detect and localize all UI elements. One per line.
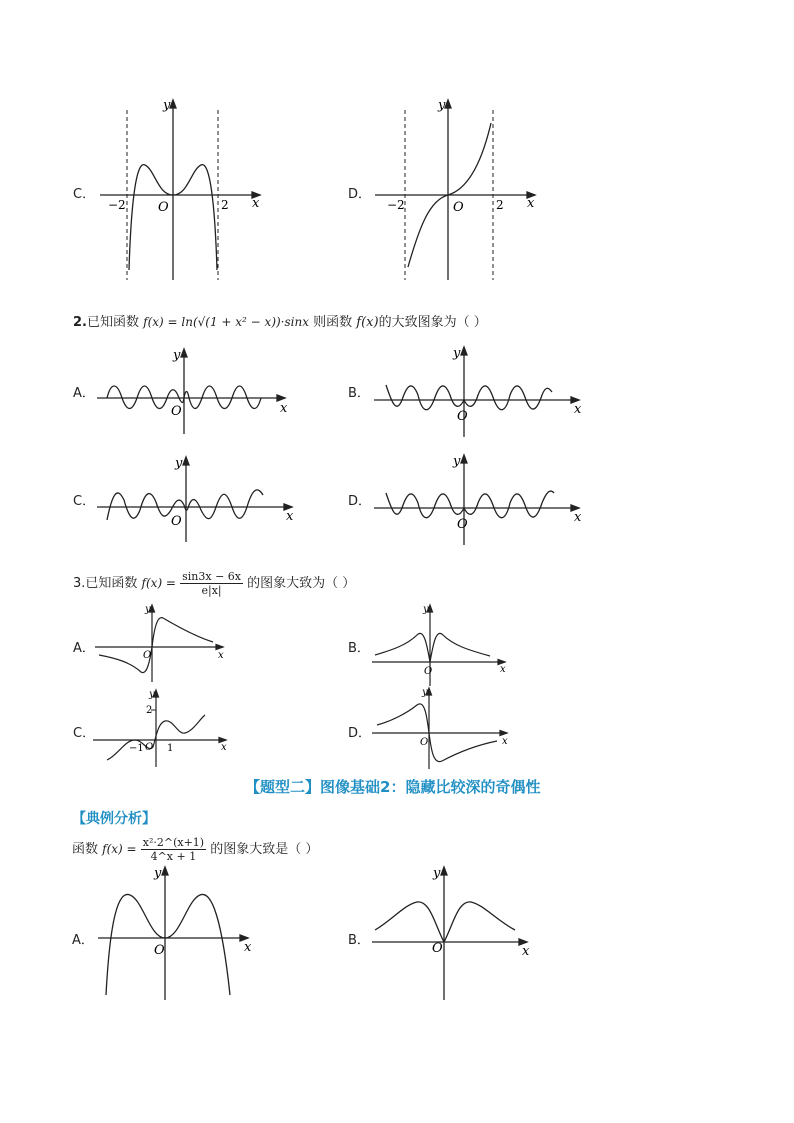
q2-graph-b[interactable] bbox=[374, 340, 589, 440]
q2-fx: f(x) bbox=[356, 315, 379, 330]
q3-numerator: sin3x − 6x bbox=[182, 570, 242, 583]
q3-graph-c[interactable] bbox=[93, 685, 233, 770]
origin-label: O bbox=[171, 514, 182, 529]
q3-option-a-label[interactable]: A． bbox=[73, 641, 95, 656]
tick-pos1: 1 bbox=[167, 743, 174, 754]
q2-suffix: 的大致图象为（ ） bbox=[378, 315, 487, 330]
example-option-b-label[interactable]: B． bbox=[348, 933, 370, 948]
x-axis-label: x bbox=[574, 510, 582, 525]
q2-formula: f(x) = ln(√(1 + x² − x))·sinx bbox=[143, 315, 309, 329]
q2-option-a-label[interactable]: A． bbox=[73, 386, 95, 401]
q3-fraction bbox=[180, 570, 243, 597]
y-axis-label: y bbox=[453, 454, 461, 469]
origin-label: O bbox=[154, 943, 165, 958]
q3-graph-a[interactable] bbox=[95, 600, 230, 685]
example-graph-a[interactable] bbox=[98, 860, 258, 1005]
x-axis-label: x bbox=[527, 196, 535, 211]
y-axis-label: y bbox=[173, 348, 181, 363]
y-axis-label: y bbox=[438, 98, 446, 113]
q2-stem bbox=[73, 311, 487, 330]
x-axis-label: x bbox=[221, 742, 227, 753]
x-axis-label: x bbox=[500, 664, 506, 675]
tick-pos2: 2 bbox=[496, 198, 504, 212]
q1-graph-c[interactable] bbox=[100, 95, 275, 290]
origin-label: O bbox=[424, 666, 433, 677]
q3-denominator: e|x| bbox=[201, 584, 222, 597]
y-axis-label: y bbox=[154, 866, 162, 881]
x-axis-label: x bbox=[574, 402, 582, 417]
q3-fx-lhs: f(x) = bbox=[141, 576, 176, 590]
x-axis-label: x bbox=[244, 940, 252, 955]
q2-option-b-label[interactable]: B． bbox=[348, 386, 370, 401]
q2-graph-d[interactable] bbox=[374, 448, 589, 548]
example-option-a-label[interactable]: A． bbox=[72, 933, 94, 948]
tick-neg2: −2 bbox=[108, 198, 126, 212]
origin-label: O bbox=[420, 737, 429, 748]
y-axis-label: y bbox=[422, 687, 428, 698]
q2-option-d-label[interactable]: D． bbox=[348, 494, 372, 509]
origin-label: O bbox=[453, 200, 464, 215]
origin-label: O bbox=[145, 742, 154, 753]
x-axis-label: x bbox=[502, 736, 508, 747]
example-prefix: 函数 bbox=[72, 842, 99, 857]
y-axis-label: y bbox=[149, 689, 155, 700]
q2-prefix: 已知函数 bbox=[86, 315, 139, 330]
origin-label: O bbox=[158, 200, 169, 215]
q2-middle: 则函数 bbox=[313, 315, 353, 330]
q3-prefix: 3.已知函数 bbox=[73, 576, 138, 591]
example-denominator: 4^x + 1 bbox=[150, 850, 197, 863]
example-tag: 【典例分析】 bbox=[72, 811, 156, 827]
q1-option-c-label[interactable]: C． bbox=[73, 187, 96, 202]
y-axis-label: y bbox=[423, 604, 429, 615]
section-heading: 【题型二】图像基础2：隐藏比较深的奇偶性 bbox=[245, 778, 541, 796]
origin-label: O bbox=[457, 517, 468, 532]
x-axis-label: x bbox=[522, 944, 530, 959]
q2-number: 2. bbox=[73, 315, 87, 330]
q1-graph-d[interactable] bbox=[375, 95, 550, 290]
x-axis-label: x bbox=[252, 196, 260, 211]
q3-option-b-label[interactable]: B． bbox=[348, 641, 370, 656]
q1-option-d-label[interactable]: D． bbox=[348, 187, 372, 202]
q3-stem bbox=[73, 570, 355, 597]
q2-graph-a[interactable] bbox=[97, 342, 297, 437]
q3-graph-b[interactable] bbox=[372, 600, 512, 688]
tick-neg1: −1 bbox=[129, 743, 144, 754]
q3-option-d-label[interactable]: D． bbox=[348, 726, 372, 741]
example-numerator: x²·2^(x+1) bbox=[142, 836, 205, 849]
y-axis-label: y bbox=[145, 604, 151, 615]
x-axis-label: x bbox=[218, 650, 224, 661]
origin-label: O bbox=[432, 941, 443, 956]
origin-label: O bbox=[171, 404, 182, 419]
q3-graph-d[interactable] bbox=[372, 683, 517, 773]
q3-suffix: 的图象大致为（ ） bbox=[247, 576, 356, 591]
q2-option-c-label[interactable]: C． bbox=[73, 494, 96, 509]
y-axis-label: y bbox=[175, 456, 183, 471]
y-axis-label: y bbox=[453, 346, 461, 361]
x-axis-label: x bbox=[280, 401, 288, 416]
q2-graph-c[interactable] bbox=[97, 450, 302, 545]
x-axis-label: x bbox=[286, 509, 294, 524]
example-fraction bbox=[141, 836, 206, 863]
q3-option-c-label[interactable]: C． bbox=[73, 726, 96, 741]
example-graph-b[interactable] bbox=[372, 860, 537, 1005]
tick-neg2: −2 bbox=[387, 198, 405, 212]
example-stem bbox=[72, 836, 318, 863]
example-suffix: 的图象大致是（ ） bbox=[210, 842, 319, 857]
y-axis-label: y bbox=[163, 98, 171, 113]
tick-y-2: 2 bbox=[146, 705, 153, 716]
tick-pos2: 2 bbox=[221, 198, 229, 212]
example-fx-lhs: f(x) = bbox=[102, 842, 137, 856]
origin-label: O bbox=[143, 650, 152, 661]
y-axis-label: y bbox=[433, 866, 441, 881]
origin-label: O bbox=[457, 409, 468, 424]
